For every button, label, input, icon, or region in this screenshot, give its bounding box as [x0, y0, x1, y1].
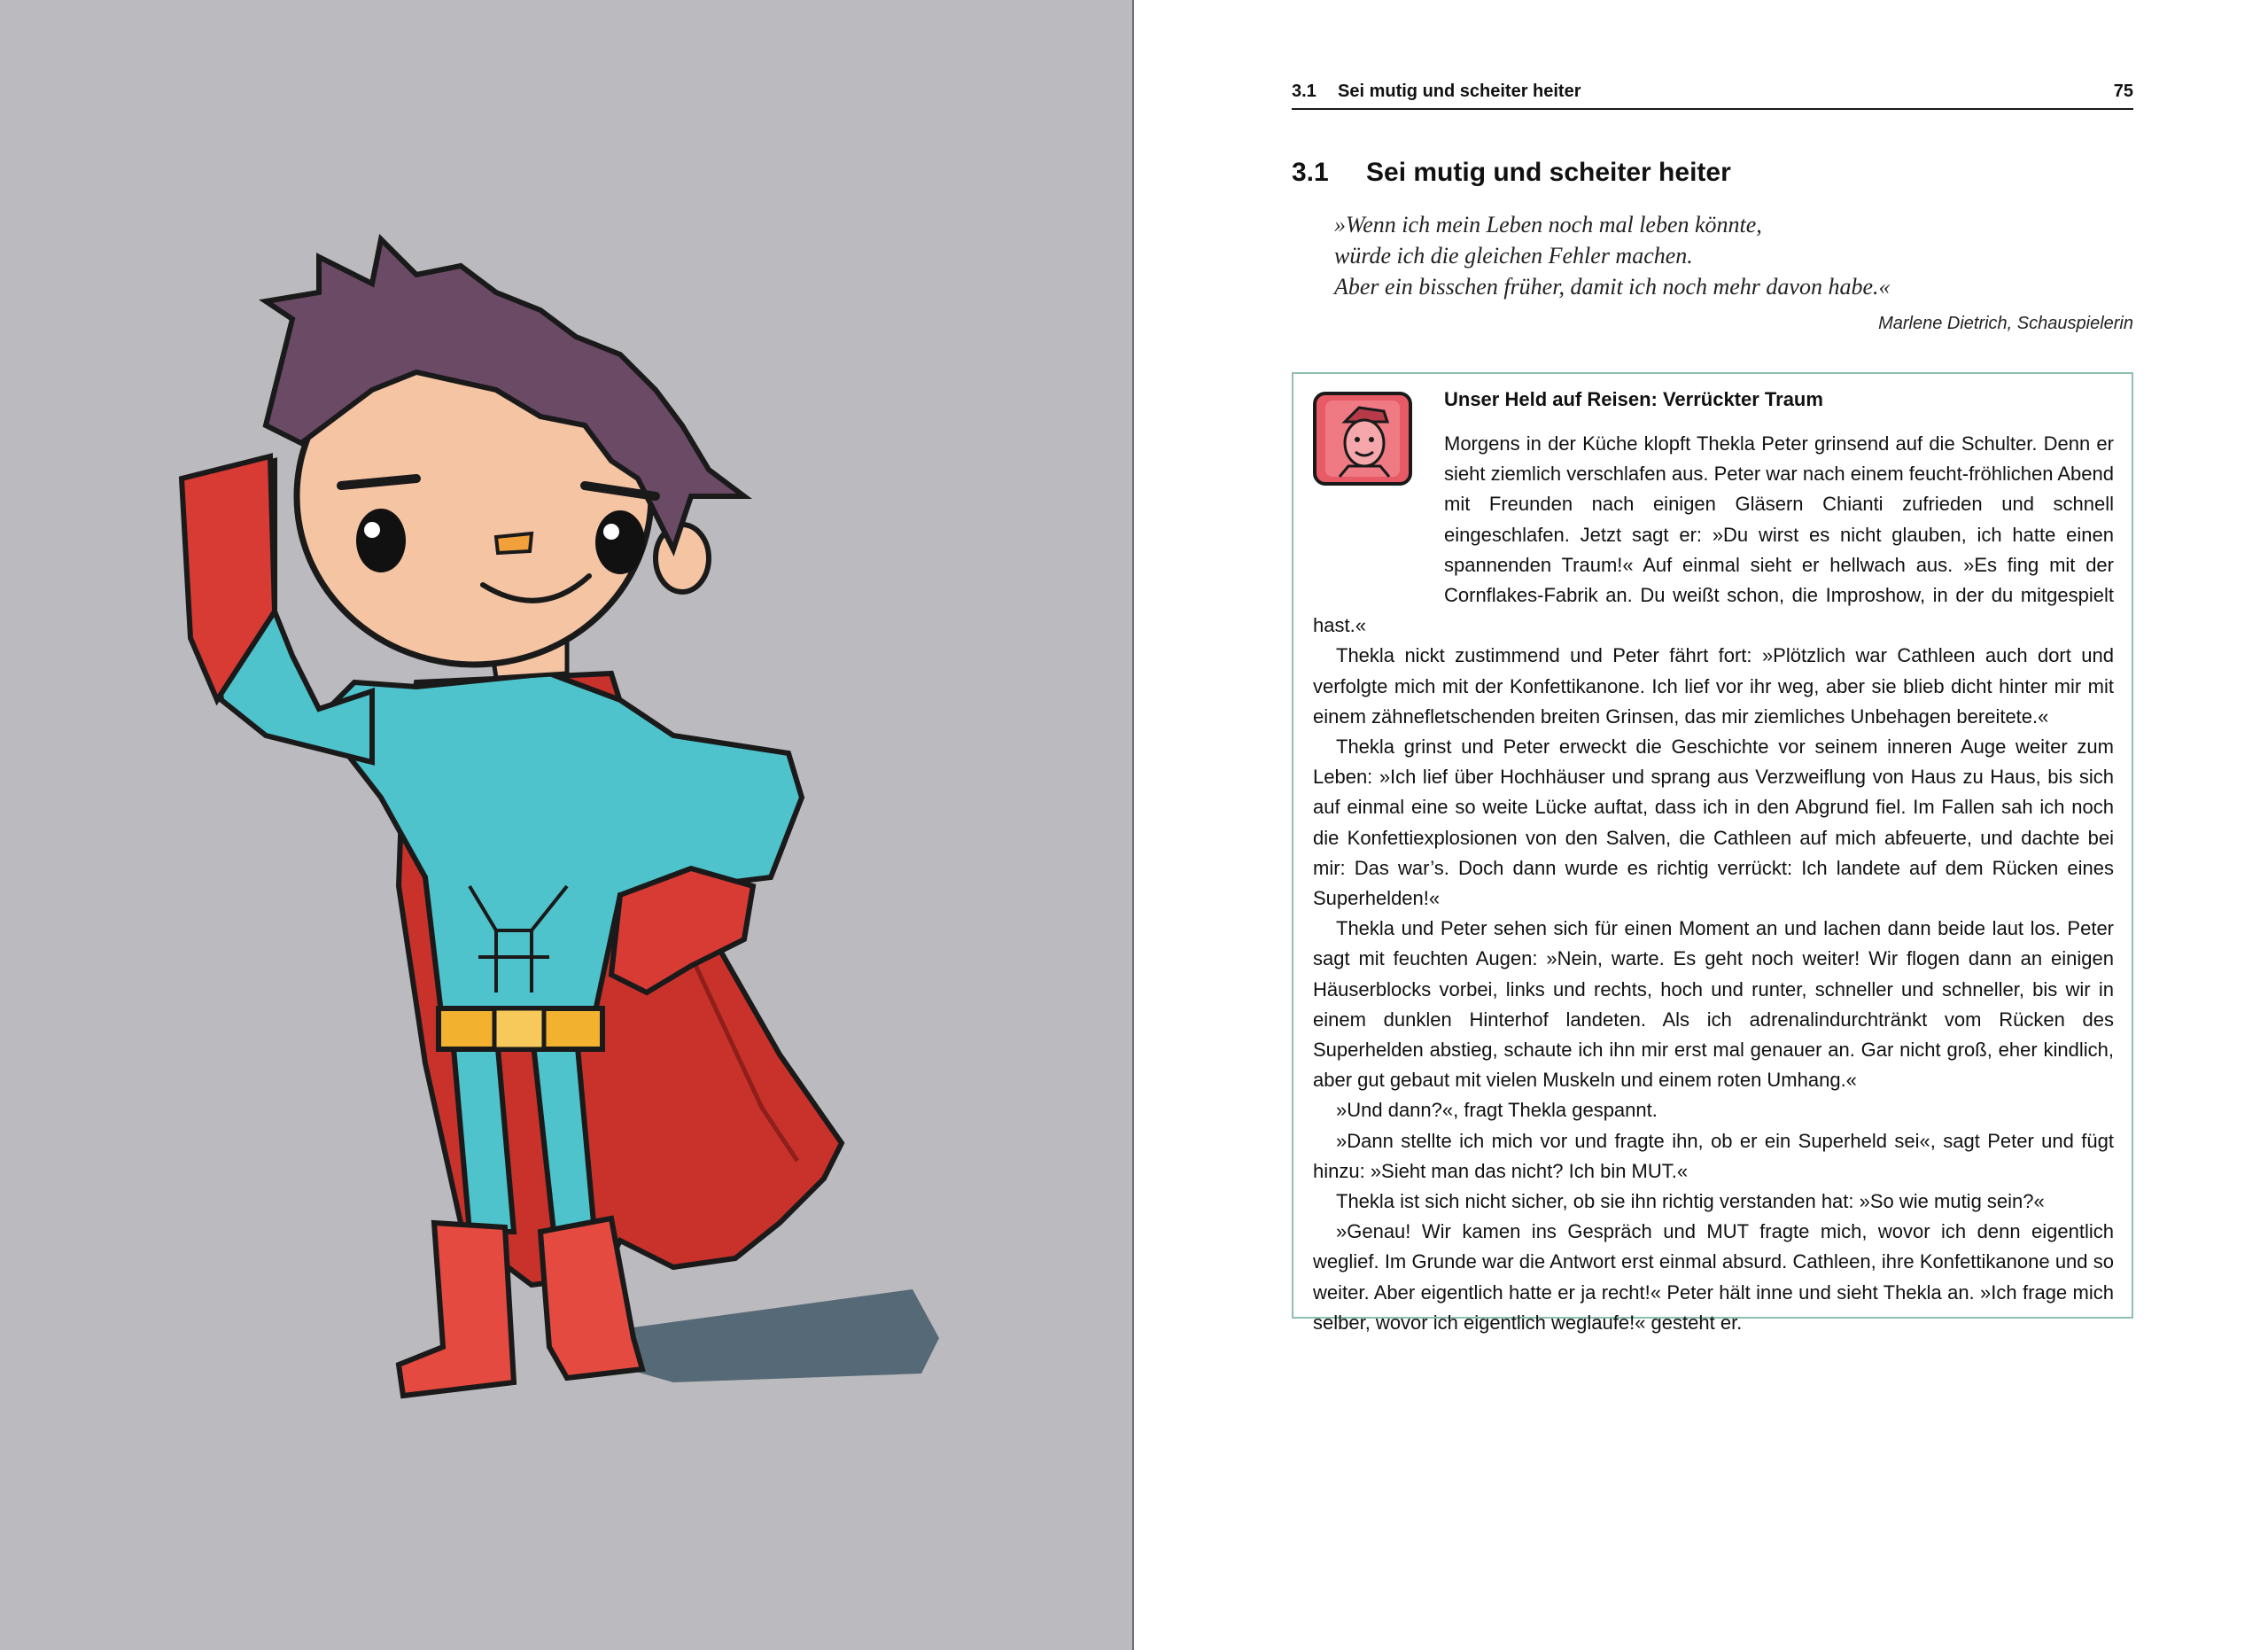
page-number: 75	[2113, 82, 2133, 101]
story-paragraph: Morgens in der Küche klopft Thekla Peter grinsend auf die Schulter. Denn er sieht ziemlich verschlafen aus. Peter war nach einem feucht-fröhlichen Abend mit Freunden nach einigen Gläsern Chianti zufrieden und schnell eingeschlafen. Jetzt sagt er: »Du wirst es nicht glauben, ich hatte einen spannenden Traum!« Auf einmal sieht er hellwach aus. »Es fing mit der Cornflakes-Fabrik an. Du weißt schon, die Improshow, in der du mitgespielt hast.«	[1313, 432, 2114, 637]
running-head-section-number: 3.1	[1292, 82, 1317, 101]
ground-shadow	[611, 1289, 939, 1382]
left-eye	[356, 509, 406, 572]
section-title: Sei mutig und scheiter heiter	[1366, 158, 1731, 187]
epigraph-quote	[1334, 209, 2114, 302]
epigraph-line: »Wenn ich mein Leben noch mal leben könnte,	[1334, 212, 1762, 237]
story-paragraph: Thekla ist sich nicht sicher, ob sie ihn richtig verstanden hat: »So wie mutig sein?«	[1336, 1190, 2045, 1213]
story-box-title: Unser Held auf Reisen: Verrückter Traum	[1444, 388, 1823, 410]
story-box-text	[1313, 429, 2114, 1338]
story-paragraph: »Und dann?«, fragt Thekla gespannt.	[1336, 1099, 1658, 1122]
belt-buckle	[494, 1008, 544, 1049]
nose	[496, 533, 532, 553]
story-paragraph: Thekla grinst und Peter erweckt die Geschichte vor seinem inneren Auge weiter zum Leben: »Ich lief über Hochhäuser und sprang aus Verzweiflung von Haus zu Haus, bis sich auf einmal eine so weite Lücke auftat, dass ich in den Abgrund fiel. Im Fallen sah ich noch die Konfettiexplosionen von den Salven, die Cathleen auf mich abfeuerte, und dachte bei mir: Das war’s. Doch dann wurde es richtig verrückt: Ich landete auf dem Rücken eines Superhelden!«	[1313, 735, 2114, 910]
epigraph-line: würde ich die gleichen Fehler machen.	[1334, 243, 1693, 269]
right-eye	[595, 510, 645, 574]
superhero-illustration	[0, 0, 1132, 1650]
story-paragraph: Thekla und Peter sehen sich für einen Moment an und lachen dann beide laut los. Peter sagt mit feuchten Augen: »Nein, warte. Es geht noch weiter! Wir flogen dann an einigen Häuserblocks vorbei, links und rechts, hoch und runter, schneller und schneller, bis wir in einem dunklen Hinterhof landeten. Als ich adrenalindurchtränkt vom Rücken des Superhelden abstieg, schaute ich ihn mir erst mal genauer an. Gar nicht groß, eher kindlich, aber gut gebaut mit vielen Muskeln und einem roten Umhang.«	[1313, 917, 2114, 1092]
epigraph-attribution: Marlene Dietrich, Schauspielerin	[1878, 314, 2133, 333]
story-paragraph: Thekla nickt zustimmend und Peter fährt fort: »Plötzlich war Cathleen auch dort und verfolgte mich mit der Konfettikanone. Ich lief vor ihr weg, aber sie blieb dicht hinter mir mit einem zähnefletschenden breiten Grinsen, das mir ziemliches Unbehagen bereitete.«	[1313, 644, 2114, 728]
running-head-title: Sei mutig und scheiter heiter	[1338, 82, 1581, 101]
story-paragraph: »Genau! Wir kamen ins Gespräch und MUT fragte mich, wovor ich denn eigentlich weglief. Im Grunde war die Antwort erst einmal absurd. Cathleen, ihre Konfettikanone und so weiter. Aber eigentlich hatte er ja recht!« Peter hält inne und sieht Thekla an. »Ich frage mich selber, wovor ich eigentlich weglaufe!« gesteht er.	[1313, 1220, 2114, 1334]
section-heading	[1292, 158, 1731, 193]
running-head	[1292, 82, 2133, 110]
section-number: 3.1	[1292, 158, 1329, 187]
story-paragraph: »Dann stellte ich mich vor und fragte ihn, ob er ein Superheld sei«, sagt Peter und fügt hinzu: »Sieht man das nicht? Ich bin MUT.«	[1313, 1129, 2114, 1182]
right-page	[1134, 0, 2268, 1650]
left-boot	[399, 1223, 514, 1396]
story-box	[1292, 372, 2133, 1334]
epigraph-line: Aber ein bisschen früher, damit ich noch mehr davon habe.«	[1334, 274, 1891, 300]
